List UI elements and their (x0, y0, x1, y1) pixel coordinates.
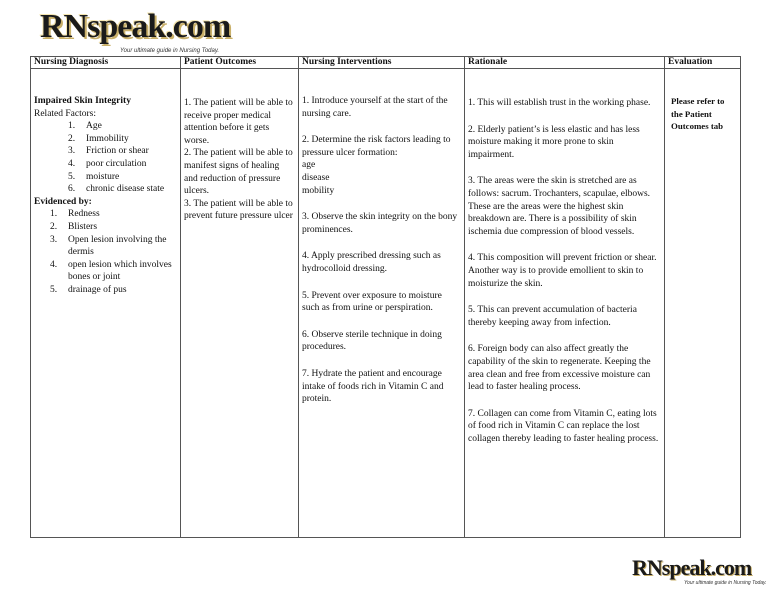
intervention-item: 4. Apply prescribed dressing such as hydrocolloid dressing. (302, 251, 441, 274)
related-factors-list (34, 120, 177, 196)
table-row (31, 69, 741, 538)
risk-factor-disease: disease (302, 172, 330, 183)
rationale-item: 1. This will establish trust in the working phase. (468, 98, 651, 108)
intervention-item: 5. Prevent over exposure to moisture such as from urine or perspiration. (302, 290, 442, 314)
header-nursing-diagnosis: Nursing Diagnosis (31, 57, 181, 69)
list-item: 3. Open lesion involving the dermis (50, 234, 167, 258)
list-item: 4. open lesion which involves bones or joint (50, 259, 172, 283)
outcome-item: 1. The patient will be able to receive proper medical attention before it gets worse. (184, 98, 293, 146)
header-rationale: Rationale (465, 57, 665, 69)
logo-text: RNspeak.com (40, 8, 231, 45)
intervention-item: 7. Hydrate the patient and encourage intake of foods rich in Vitamin C and protein. (302, 368, 444, 405)
list-item: 6. chronic disease state (68, 184, 165, 195)
interventions-cell (299, 69, 465, 538)
risk-factor-mobility: mobility (302, 185, 335, 196)
rnspeak-logo-top (40, 8, 240, 58)
intervention-item-risk-factors: 2. Determine the risk factors leading to pressure ulcer formation: age disease mobility (302, 134, 461, 197)
list-item: 4. poor circulation (68, 158, 147, 169)
rationale-item: 2. Elderly patient’s is less elastic and has less moisture making it more prone to skin impairment. (468, 124, 640, 160)
diagnosis-cell (31, 69, 181, 538)
table-header-row (31, 57, 741, 69)
header-evaluation: Evaluation (665, 57, 741, 69)
rationale-item: 4. This composition will prevent friction or shear. Another way is to provide emollient to skin to moisturize the skin. (468, 253, 657, 289)
list-item: 5. moisture (68, 171, 120, 182)
diagnosis-title: Impaired Skin Integrity (34, 96, 131, 106)
evaluation-text: Please refer to the Patient Outcomes tab (671, 96, 725, 132)
intervention-item: 3. Observe the skin integrity on the bony prominences. (302, 212, 458, 235)
list-item: 5. drainage of pus (50, 284, 127, 295)
rationale-item: 7. Collagen can come from Vitamin C, eating lots of food rich in Vitamin C can replace the lost collagen thereby leading to faster healing process. (468, 408, 659, 444)
evidenced-by-list (34, 208, 177, 296)
header-patient-outcomes: Patient Outcomes (181, 57, 299, 69)
related-factors-label: Related Factors: (34, 108, 96, 119)
rationale-item: 5. This can prevent accumulation of bacteria thereby keeping away from infection. (468, 305, 637, 328)
list-item: 1. Age (68, 121, 102, 132)
list-item: 2. Immobility (68, 133, 129, 144)
outcome-item: 2. The patient will be able to manifest signs of healing and reduction of pressure ulcers. (184, 148, 293, 197)
rnspeak-logo-bottom (632, 555, 767, 590)
evidenced-by-label: Evidenced by: (34, 196, 92, 207)
nursing-care-plan-table (30, 56, 741, 538)
rationale-cell (465, 69, 665, 538)
logo-text: RNspeak.com (632, 555, 752, 580)
header-nursing-interventions: Nursing Interventions (299, 57, 465, 69)
outcome-item: 3. The patient will be able to prevent future pressure ulcer (184, 198, 293, 222)
intervention-item: 6. Observe sterile technique in doing procedures. (302, 329, 442, 353)
logo-tagline: Your ultimate guide in Nursing Today. (684, 580, 767, 586)
rationale-item: 6. Foreign body can also affect greatly the capability of the skin to regenerate. Keeping the area clean and free from excessive moisture can lead to faster healing process. (468, 344, 651, 393)
list-item: 1. Redness (50, 209, 100, 220)
outcomes-cell (181, 69, 299, 538)
evaluation-cell (665, 69, 741, 538)
risk-factor-age: age (302, 160, 316, 171)
rationale-item: 3. The areas were the skin is stretched are as follows: sacrum. Trochanters, scapulae, elbows. These are the areas were the highest skin breakdown are. There is a possibility of skin ischemia due compression of blood vessels. (468, 176, 651, 237)
list-item: 2. Blisters (50, 221, 98, 232)
intervention-item: 1. Introduce yourself at the start of the nursing care. (302, 96, 448, 119)
logo-tagline: Your ultimate guide in Nursing Today. (120, 48, 220, 54)
list-item: 3. Friction or shear (68, 146, 149, 157)
